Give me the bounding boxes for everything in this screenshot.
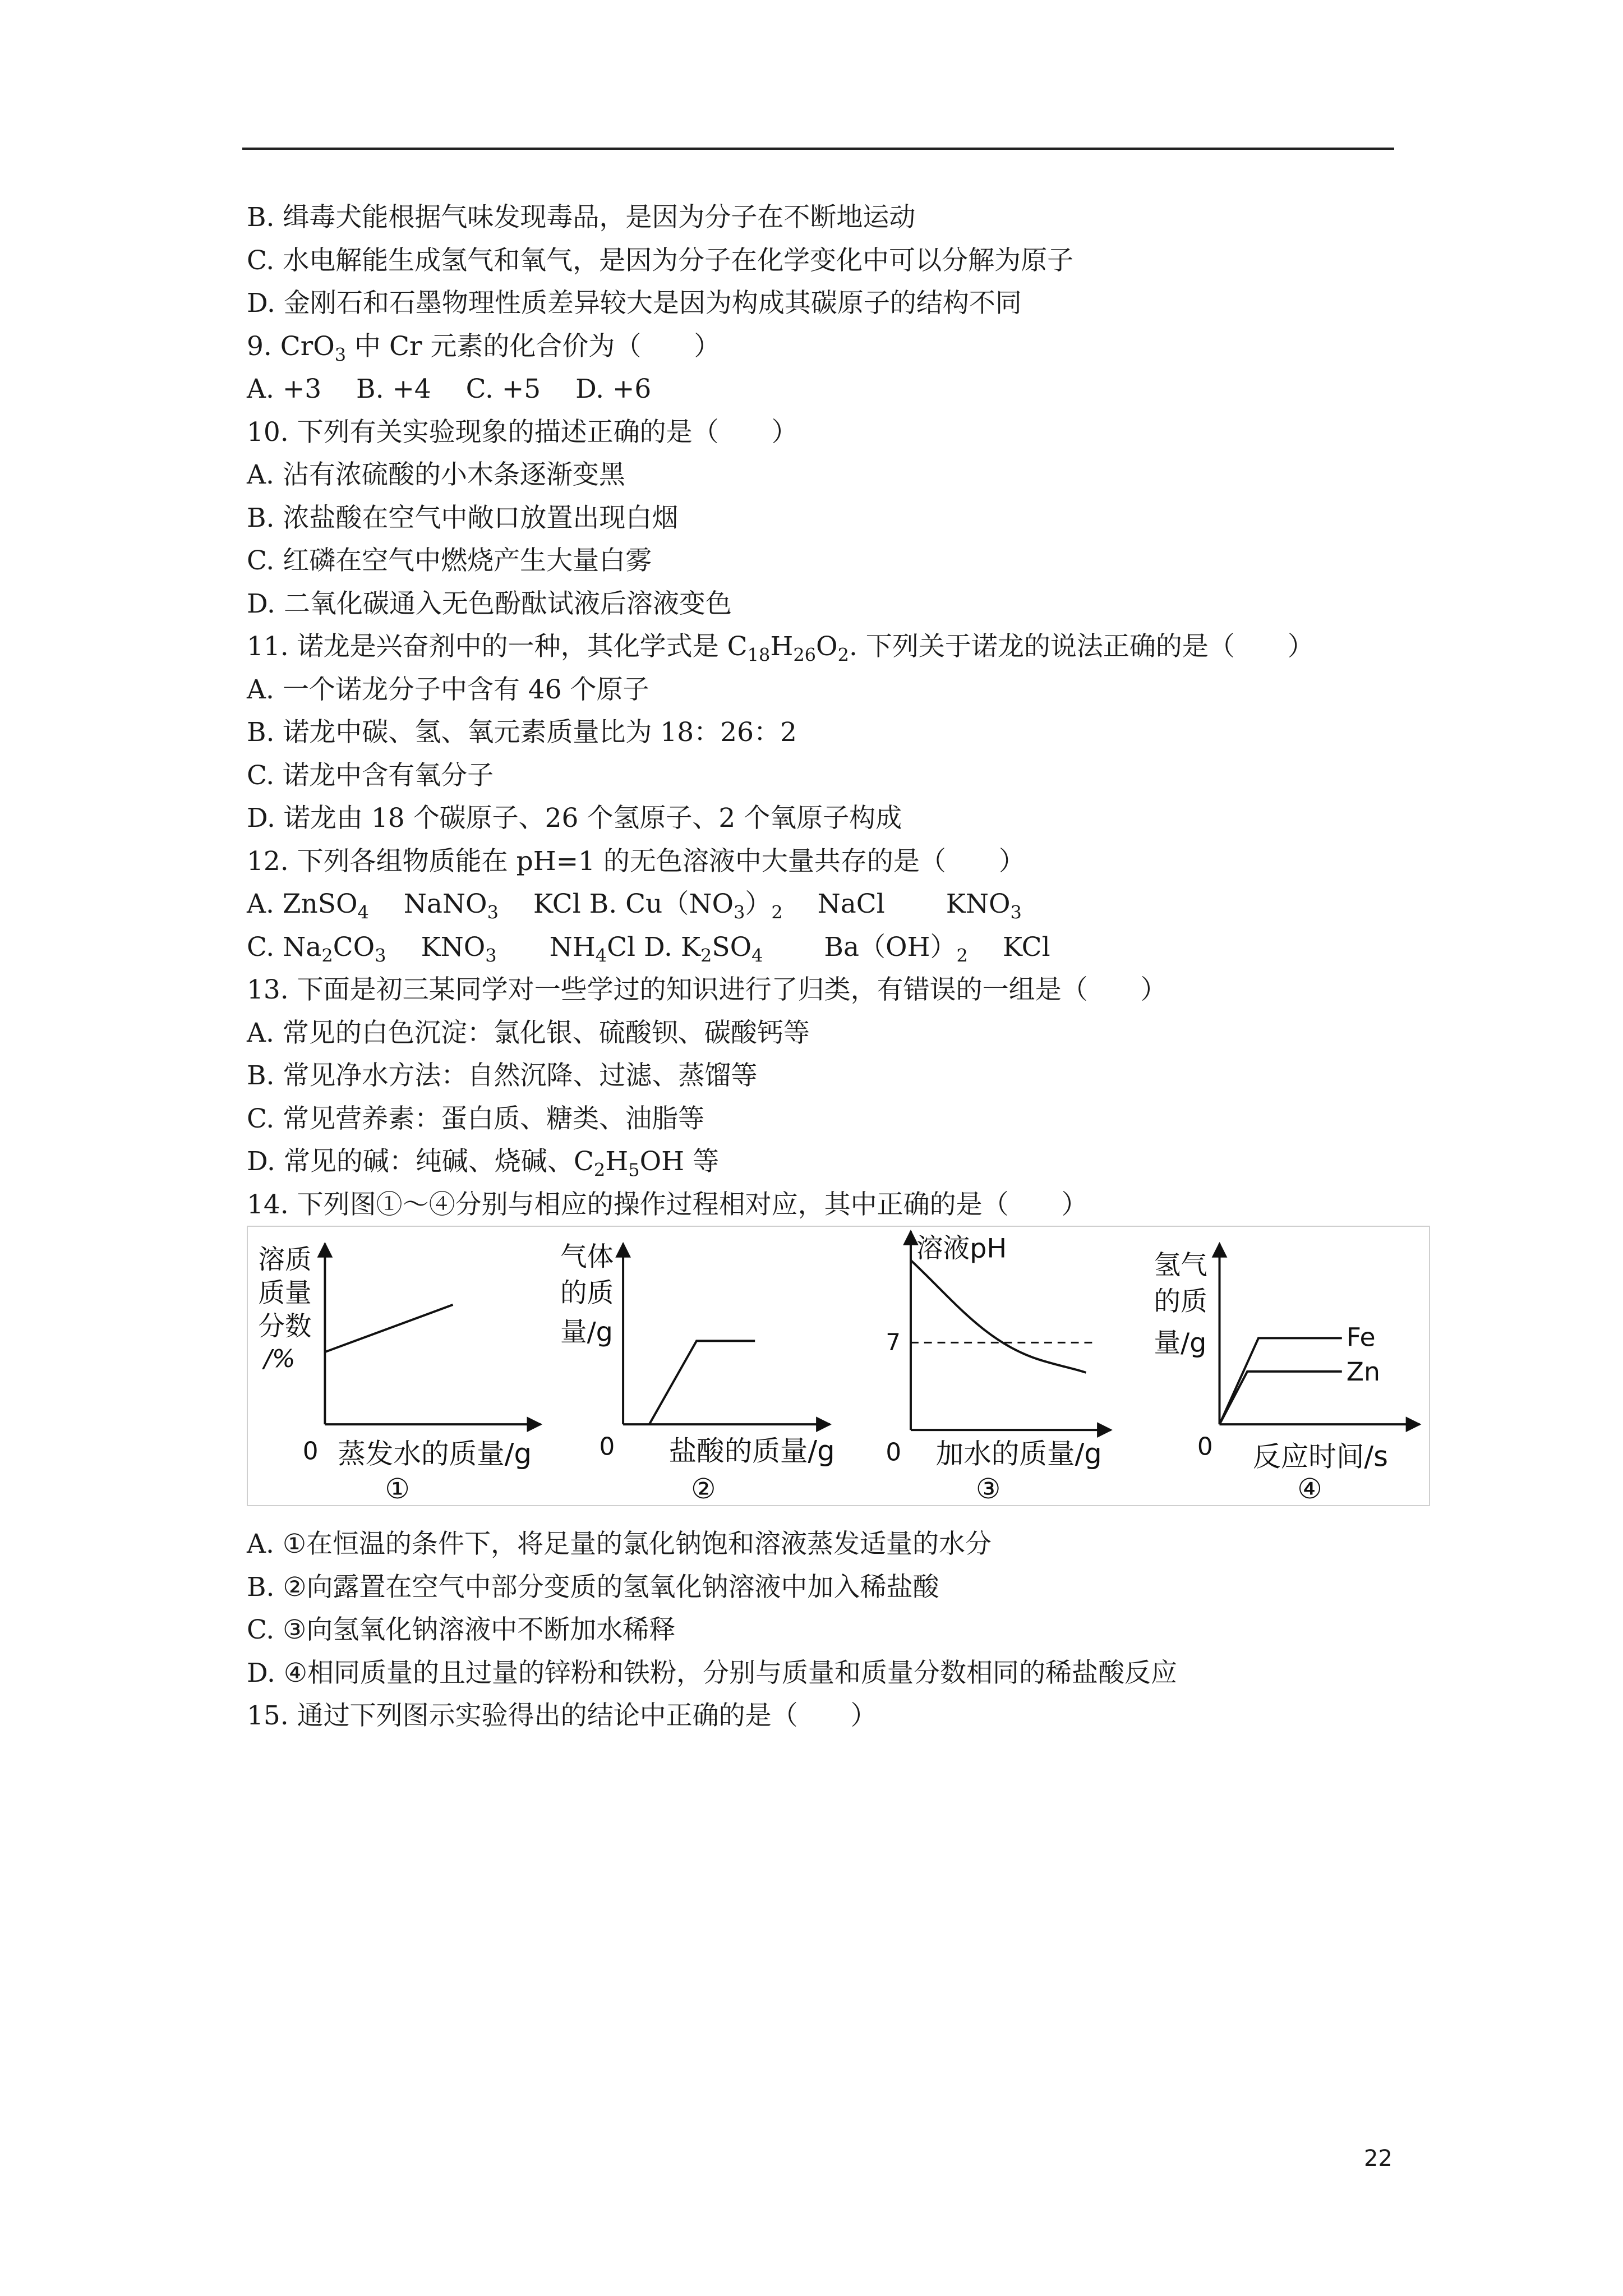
q11-sub-h: 26 [793, 644, 817, 666]
q9-stem-c: 中 Cr 元素的化合价为（ ） [346, 330, 721, 362]
q14-stem: 14. 下列图①～④分别与相应的操作过程相对应，其中正确的是（ ） [247, 1189, 1088, 1220]
q12-c1: C. Na [247, 931, 322, 963]
q13-option-b: B. 常见净水方法：自然沉降、过滤、蒸馏等 [247, 1060, 758, 1091]
g1-ylabel-4: /% [264, 1344, 296, 1373]
page-number: 22 [1364, 2146, 1393, 2171]
g2-ylabel-2: 的质 [560, 1277, 614, 1309]
q12-c7: Ba（OH） [763, 931, 957, 963]
q12-c6-sub: 4 [751, 944, 763, 966]
q12-a2: NaNO [368, 889, 487, 919]
q12-c5: Cl D. K [607, 931, 701, 963]
g3-number: ③ [976, 1473, 1001, 1505]
q13-stem: 13. 下面是初三某同学对一些学过的知识进行了归类，有错误的一组是（ ） [247, 974, 1167, 1005]
g4-ylabel-3: 量/g [1154, 1328, 1207, 1359]
graph-2 [560, 1241, 835, 1505]
g4-fe-label: Fe [1346, 1322, 1376, 1352]
g3-curve [911, 1260, 1086, 1373]
graph-3 [886, 1231, 1111, 1505]
q12-a4: ） [745, 889, 772, 919]
q14-option-b: B. ②向露置在空气中部分变质的氢氧化钠溶液中加入稀盐酸 [247, 1571, 939, 1603]
q12-a1-sub: 4 [357, 901, 369, 923]
g4-ylabel-1: 氢气 [1154, 1250, 1207, 1281]
q11-stem-b: . 下列关于诺龙的说法正确的是（ ） [849, 631, 1314, 662]
q9-stem-a: 9. CrO [247, 330, 335, 362]
q12-c4: NH [496, 931, 596, 963]
q11-stem-a: 11. 诺龙是兴奋剂中的一种，其化学式是 C [247, 631, 748, 662]
q13-d1: D. 常见的碱：纯碱、烧碱、C [247, 1146, 594, 1177]
header-rule [242, 148, 1394, 150]
g1-ylabel-3: 分数 [258, 1311, 312, 1342]
g3-origin: 0 [886, 1438, 902, 1467]
g3-mark-7: 7 [886, 1328, 901, 1356]
q11-stem [247, 625, 1413, 669]
q11-o: O [816, 631, 838, 662]
q12-c4-sub: 4 [595, 944, 607, 966]
q13-d3: OH 等 [639, 1146, 720, 1177]
g4-zn-label: Zn [1346, 1356, 1380, 1387]
q10-option-b: B. 浓盐酸在空气中敞口放置出现白烟 [247, 502, 679, 533]
q12-a1: A. ZnSO [247, 889, 358, 919]
q12-a5-sub: 3 [1010, 901, 1022, 923]
g1-number: ① [385, 1473, 410, 1505]
q9-sub: 3 [334, 343, 347, 365]
q12-c8: KCl [967, 931, 1050, 963]
g4-xlabel: 反应时间/s [1253, 1440, 1388, 1473]
q11-sub-o: 2 [837, 644, 849, 666]
q10-option-d: D. 二氧化碳通入无色酚酞试液后溶液变色 [247, 588, 732, 619]
q9-options: A. +3 B. +4 C. +5 D. +6 [247, 374, 652, 404]
g4-ylabel-2: 的质 [1154, 1286, 1207, 1317]
graph-4 [1154, 1244, 1419, 1505]
g3-xlabel: 加水的质量/g [935, 1437, 1102, 1470]
q14-graphs-svg [248, 1227, 1429, 1505]
q14-graphs-figure [247, 1226, 1430, 1506]
g2-ylabel-3: 量/g [560, 1317, 613, 1348]
q10-option-c: C. 红磷在空气中燃烧产生大量白雾 [247, 545, 652, 576]
q10-stem: 10. 下列有关实验现象的描述正确的是（ ） [247, 416, 798, 448]
g2-curve [649, 1341, 755, 1424]
q11-option-b: B. 诺龙中碳、氢、氧元素质量比为 18：26：2 [247, 717, 797, 748]
g2-ylabel-1: 气体 [560, 1241, 614, 1273]
g1-ylabel-2: 质量 [258, 1277, 312, 1309]
g4-origin: 0 [1197, 1432, 1213, 1461]
q14-option-a: A. ①在恒温的条件下，将足量的氯化钠饱和溶液蒸发适量的水分 [247, 1529, 992, 1559]
g1-origin: 0 [302, 1437, 319, 1466]
q12-c3: KNO [386, 931, 486, 963]
g4-zn-curve [1220, 1372, 1342, 1424]
q13-d1-sub: 2 [593, 1159, 606, 1181]
g2-origin: 0 [599, 1432, 615, 1461]
g1-xlabel: 蒸发水的质量/g [338, 1437, 532, 1470]
g1-curve [325, 1305, 453, 1352]
q11-option-c: C. 诺龙中含有氧分子 [247, 760, 494, 791]
q12-c3-sub: 3 [485, 944, 497, 966]
q12-c6: SO [712, 931, 752, 963]
q12-c7-sub: 2 [956, 944, 968, 966]
q13-option-d [247, 1140, 1413, 1184]
question-text-lower [247, 1523, 1413, 1738]
q11-sub-c: 18 [747, 644, 771, 666]
q8-option-c: C. 水电解能生成氢气和氧气，是因为分子在化学变化中可以分解为原子 [247, 245, 1074, 276]
g3-ylabel: 溶液pH [916, 1233, 1007, 1264]
q13-option-c: C. 常见营养素：蛋白质、糖类、油脂等 [247, 1103, 705, 1134]
q13-option-a: A. 常见的白色沉淀：氯化银、硫酸钡、碳酸钙等 [247, 1017, 810, 1048]
g2-number: ② [691, 1473, 716, 1505]
question-text-upper [247, 196, 1413, 1226]
q11-h: H [770, 631, 794, 662]
q14-option-c: C. ③向氢氧化钠溶液中不断加水稀释 [247, 1614, 676, 1645]
q8-option-d: D. 金刚石和石墨物理性质差异较大是因为构成其碳原子的结构不同 [247, 288, 1022, 319]
q13-d2: H [605, 1146, 629, 1177]
q12-a2-sub: 3 [487, 901, 499, 923]
q12-c1-sub: 2 [321, 944, 333, 966]
q11-option-a: A. 一个诺龙分子中含有 46 个原子 [247, 674, 649, 705]
q15-stem: 15. 通过下列图示实验得出的结论中正确的是（ ） [247, 1700, 877, 1731]
q12-c5-sub: 2 [700, 944, 712, 966]
q8-option-b: B. 缉毒犬能根据气味发现毒品，是因为分子在不断地运动 [247, 202, 916, 233]
q12-options-ab [247, 883, 1413, 926]
g2-xlabel: 盐酸的质量/g [668, 1434, 835, 1467]
q11-option-d: D. 诺龙由 18 个碳原子、26 个氢原子、2 个氧原子构成 [247, 803, 902, 834]
q12-a5: NaCl KNO [782, 889, 1011, 919]
graph-1 [258, 1244, 541, 1505]
q12-a3: KCl B. Cu（NO [498, 889, 734, 919]
q12-stem: 12. 下列各组物质能在 pH=1 的无色溶液中大量共存的是（ ） [247, 845, 1025, 877]
q9-stem [247, 325, 1413, 369]
q14-option-d: D. ④相同质量的且过量的锌粉和铁粉，分别与质量和质量分数相同的稀盐酸反应 [247, 1657, 1178, 1688]
q12-c2-sub: 3 [375, 944, 386, 966]
q12-options-cd [247, 926, 1413, 969]
q12-a4-sub: 2 [771, 901, 783, 923]
g4-fe-curve [1220, 1338, 1342, 1424]
g1-ylabel-1: 溶质 [258, 1244, 312, 1276]
g4-number: ④ [1297, 1473, 1322, 1505]
q10-option-a: A. 沾有浓硫酸的小木条逐渐变黑 [247, 459, 625, 490]
q12-a3-sub: 3 [733, 901, 745, 923]
q12-c2: CO [333, 931, 375, 963]
q13-d2-sub: 5 [628, 1159, 640, 1181]
